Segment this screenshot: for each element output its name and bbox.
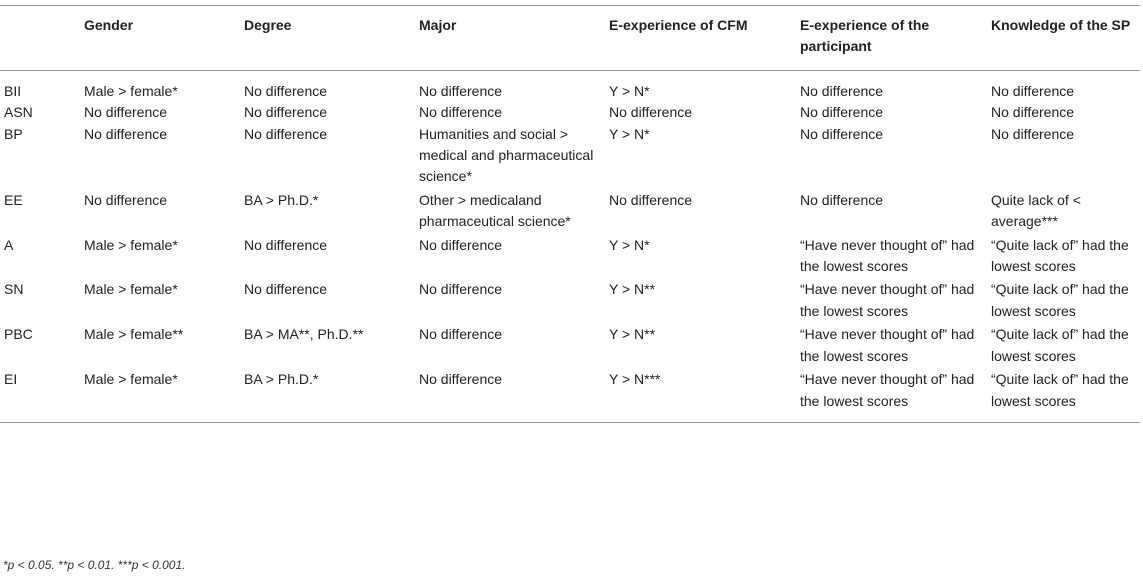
cell-degree: No difference <box>244 104 328 121</box>
results-table <box>0 5 1140 423</box>
cell-e-experience-cfm: Y > N* <box>609 125 650 142</box>
cell-knowledge-sp: “Quite lack of” had the lowest scores <box>991 281 1129 319</box>
cell-e-experience-participant: “Have never thought of” had the lowest scores <box>800 326 975 364</box>
cell-major: No difference <box>419 104 503 121</box>
header-degree: Degree <box>244 17 292 33</box>
cell-e-experience-participant: “Have never thought of” had the lowest scores <box>800 371 975 409</box>
table-header-row <box>0 6 1140 71</box>
header-major: Major <box>419 17 457 33</box>
cell-e-experience-cfm: Y > N* <box>609 82 650 99</box>
cell-degree: BA > MA**, Ph.D.** <box>244 326 364 343</box>
cell-degree: No difference <box>244 281 328 298</box>
cell-gender: Male > female* <box>84 236 178 253</box>
cell-e-experience-participant: No difference <box>800 104 884 121</box>
row-label: EI <box>4 371 18 388</box>
cell-knowledge-sp: “Quite lack of” had the lowest scores <box>991 371 1129 409</box>
cell-gender: No difference <box>84 104 168 121</box>
cell-gender: Male > female* <box>84 82 178 99</box>
row-label: PBC <box>4 326 33 343</box>
cell-major: No difference <box>419 326 503 343</box>
cell-degree: No difference <box>244 82 328 99</box>
table-row <box>0 324 1140 369</box>
cell-e-experience-participant: “Have never thought of” had the lowest scores <box>800 236 975 275</box>
cell-major: No difference <box>419 281 503 298</box>
table-footnote: *p < 0.05. **p < 0.01. ***p < 0.001. <box>3 558 186 572</box>
table-row <box>0 190 1140 235</box>
cell-knowledge-sp: No difference <box>991 125 1075 142</box>
header-variable <box>0 6 80 71</box>
header-gender: Gender <box>84 17 134 33</box>
cell-e-experience-cfm: No difference <box>609 104 693 121</box>
cell-e-experience-cfm: Y > N*** <box>609 371 661 388</box>
cell-gender: No difference <box>84 191 168 208</box>
cell-degree: No difference <box>244 236 328 253</box>
row-label: A <box>4 236 14 253</box>
table-row <box>0 102 1140 123</box>
cell-e-experience-cfm: Y > N** <box>609 281 656 298</box>
header-knowledge-sp: Knowledge of the SP <box>991 17 1131 33</box>
header-e-experience-participant: E-experience of the participant <box>800 17 930 55</box>
cell-knowledge-sp: No difference <box>991 104 1075 121</box>
cell-knowledge-sp: No difference <box>991 82 1075 99</box>
cell-gender: Male > female* <box>84 281 178 298</box>
cell-knowledge-sp: Quite lack of < average*** <box>991 191 1081 230</box>
cell-e-experience-cfm: Y > N** <box>609 326 656 343</box>
row-label: EE <box>4 191 23 208</box>
cell-gender: Male > female* <box>84 371 178 388</box>
cell-major: Humanities and social > medical and pharmaceutical science* <box>419 125 594 185</box>
table-row <box>0 279 1140 324</box>
row-label: ASN <box>4 104 33 121</box>
header-e-experience-cfm: E-experience of CFM <box>609 17 748 33</box>
cell-major: No difference <box>419 82 503 99</box>
cell-degree: BA > Ph.D.* <box>244 371 319 388</box>
cell-e-experience-participant: “Have never thought of” had the lowest scores <box>800 281 975 319</box>
cell-e-experience-cfm: No difference <box>609 191 693 208</box>
cell-major: No difference <box>419 236 503 253</box>
table-row <box>0 369 1140 422</box>
cell-e-experience-cfm: Y > N* <box>609 236 650 253</box>
cell-e-experience-participant: No difference <box>800 82 884 99</box>
cell-degree: BA > Ph.D.* <box>244 191 319 208</box>
cell-major: No difference <box>419 371 503 388</box>
row-label: BII <box>4 82 22 99</box>
cell-e-experience-participant: No difference <box>800 125 884 142</box>
table-row <box>0 124 1140 190</box>
table-row <box>0 235 1140 280</box>
cell-e-experience-participant: No difference <box>800 191 884 208</box>
row-label: SN <box>4 281 24 298</box>
cell-degree: No difference <box>244 125 328 142</box>
cell-gender: Male > female** <box>84 326 184 343</box>
cell-knowledge-sp: “Quite lack of” had the lowest scores <box>991 326 1129 364</box>
cell-major: Other > medicaland pharmaceutical science* <box>419 191 571 230</box>
cell-gender: No difference <box>84 125 168 142</box>
row-label: BP <box>4 125 23 142</box>
cell-knowledge-sp: “Quite lack of” had the lowest scores <box>991 236 1129 275</box>
table-row <box>0 70 1140 102</box>
